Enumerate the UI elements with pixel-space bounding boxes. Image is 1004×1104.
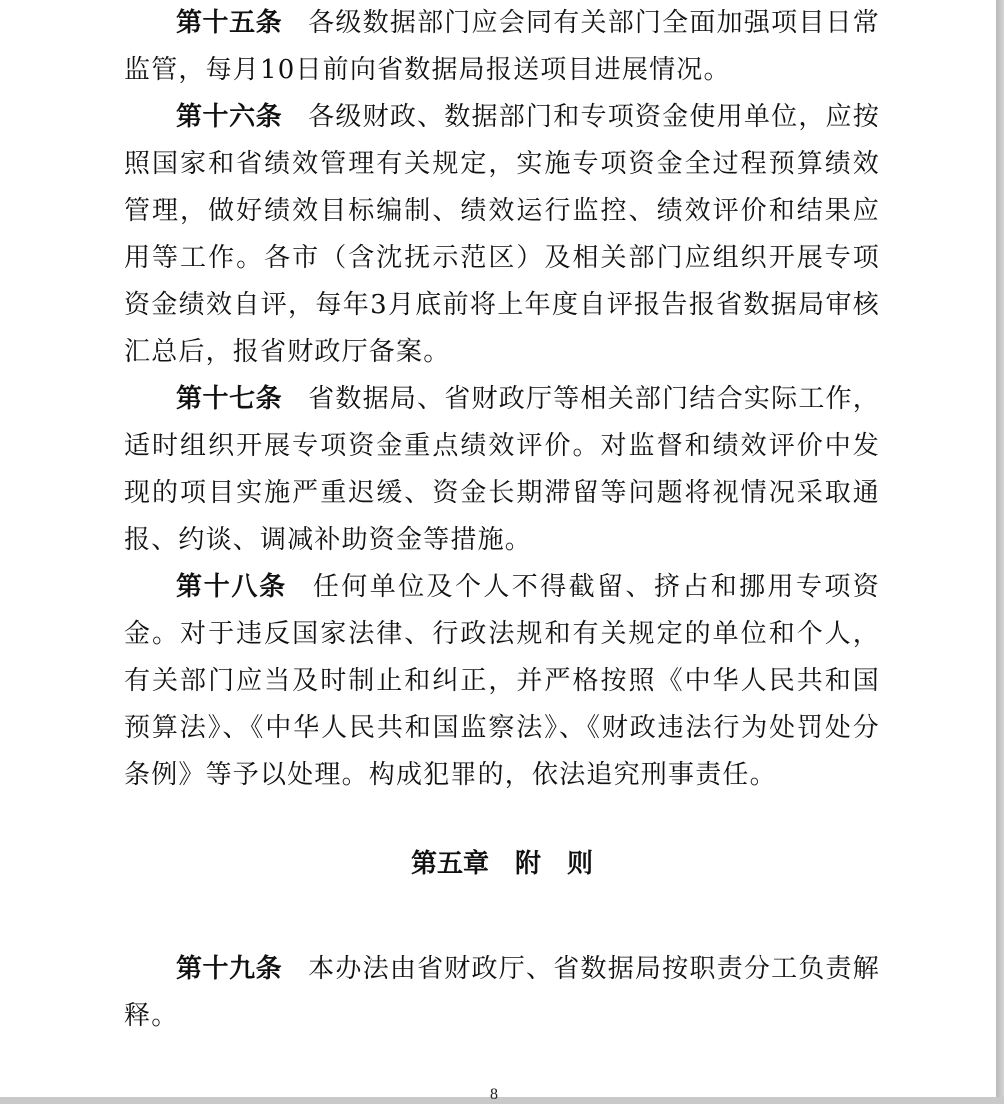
article-16	[124, 94, 880, 376]
article-15	[124, 0, 880, 94]
article-number: 第十五条	[176, 8, 283, 38]
article-text: 各级数据部门应会同有关部门全面加强项目日常监管，每月10日前向省数据局报送项目进展情况。	[124, 8, 880, 85]
article-text: 省数据局、省财政厅等相关部门结合实际工作，适时组织开展专项资金重点绩效评价。对监督和绩效评价中发现的项目实施严重迟缓、资金长期滞留等问题将视情况采取通报、约谈、调减补助资金等措施。	[124, 384, 880, 555]
article-number: 第十八条	[176, 572, 287, 602]
article-18	[124, 564, 880, 799]
chapter-heading-wrap	[124, 841, 880, 888]
article-number: 第十七条	[176, 384, 283, 414]
chapter-number: 第五章	[410, 849, 489, 879]
article-text: 本办法由省财政厅、省数据局按职责分工负责解释。	[124, 954, 880, 1031]
page-number: 8	[490, 1086, 498, 1103]
article-17	[124, 376, 880, 564]
article-text: 任何单位及个人不得截留、挤占和挪用专项资金。对于违反国家法律、行政法规和有关规定的单位和个人，有关部门应当及时制止和纠正，并严格按照《中华人民共和国预算法》、《中华人民共和国监察法》、《财政违法行为处罚处分条例》等予以处理。构成犯罪的，依法追究刑事责任。	[124, 572, 880, 790]
article-number: 第十九条	[176, 954, 283, 984]
document-content	[124, 0, 880, 1040]
article-number: 第十六条	[176, 102, 283, 132]
article-text: 各级财政、数据部门和专项资金使用单位，应按照国家和省绩效管理有关规定，实施专项资金全过程预算绩效管理，做好绩效目标编制、绩效运行监控、绩效评价和结果应用等工作。各市（含沈抚示范区）及相关部门应组织开展专项资金绩效自评，每年3月底前将上年度自评报告报省数据局审核汇总后，报省财政厅备案。	[124, 102, 880, 367]
chapter-heading	[124, 841, 880, 888]
page-edge-shadow	[996, 0, 1004, 1097]
article-19	[124, 946, 880, 1040]
chapter-title: 附 则	[515, 849, 594, 879]
